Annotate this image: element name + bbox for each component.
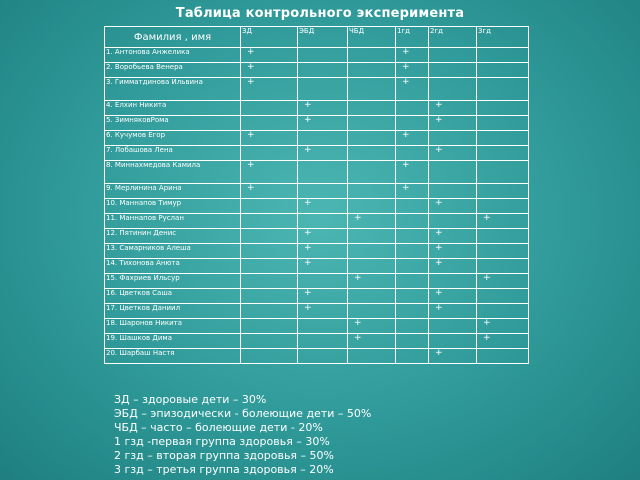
mark-cell: + [298, 259, 348, 274]
mark-cell [241, 229, 298, 244]
mark-cell [477, 161, 529, 184]
table-row [105, 184, 529, 199]
student-name-cell: 10. Маннапов Тимур [105, 199, 241, 214]
mark-cell: + [477, 319, 529, 334]
table-row [105, 78, 529, 101]
table-row [105, 48, 529, 63]
mark-cell: + [298, 304, 348, 319]
mark-cell: + [241, 131, 298, 146]
col-header-1gd: 1гд [396, 27, 429, 48]
mark-cell [396, 199, 429, 214]
mark-cell [298, 63, 348, 78]
mark-cell [477, 349, 529, 364]
mark-cell [241, 319, 298, 334]
mark-cell [477, 199, 529, 214]
mark-cell [348, 78, 396, 101]
mark-cell: + [429, 146, 477, 161]
student-name-cell: 7. Лобашова Лена [105, 146, 241, 161]
mark-cell [241, 259, 298, 274]
mark-cell: + [429, 199, 477, 214]
mark-cell: + [241, 63, 298, 78]
mark-cell: + [396, 131, 429, 146]
table-row [105, 101, 529, 116]
mark-cell [477, 289, 529, 304]
mark-cell [348, 116, 396, 131]
mark-cell [241, 214, 298, 229]
mark-cell: + [396, 184, 429, 199]
student-name-cell: 9. Мерлинина Арина [105, 184, 241, 199]
legend-line: ЗД – здоровые дети – 30% [114, 393, 267, 406]
student-name-cell: 4. Елхин Никита [105, 101, 241, 116]
mark-cell [348, 184, 396, 199]
mark-cell [348, 259, 396, 274]
mark-cell [396, 146, 429, 161]
student-name-cell: 1. Антонова Анжелика [105, 48, 241, 63]
mark-cell: + [429, 259, 477, 274]
mark-cell: + [241, 161, 298, 184]
mark-cell [348, 101, 396, 116]
mark-cell [241, 116, 298, 131]
mark-cell: + [477, 214, 529, 229]
mark-cell [348, 199, 396, 214]
mark-cell [429, 63, 477, 78]
mark-cell: + [348, 334, 396, 349]
student-name-cell: 16. Цветков Саша [105, 289, 241, 304]
mark-cell [429, 319, 477, 334]
mark-cell [477, 229, 529, 244]
mark-cell [429, 161, 477, 184]
mark-cell [348, 146, 396, 161]
col-header-zd: ЗД [241, 27, 298, 48]
mark-cell [348, 229, 396, 244]
student-name-cell: 8. Миннахмедова Камила [105, 161, 241, 184]
table-row [105, 259, 529, 274]
mark-cell [477, 63, 529, 78]
mark-cell [396, 319, 429, 334]
mark-cell [298, 184, 348, 199]
mark-cell [298, 274, 348, 289]
mark-cell: + [241, 48, 298, 63]
col-header-2gd: 2гд [429, 27, 477, 48]
mark-cell [477, 259, 529, 274]
table-row [105, 334, 529, 349]
mark-cell [241, 146, 298, 161]
mark-cell [298, 161, 348, 184]
mark-cell: + [429, 244, 477, 259]
mark-cell [477, 146, 529, 161]
mark-cell [396, 259, 429, 274]
mark-cell [429, 184, 477, 199]
col-header-chbd: ЧБД [348, 27, 396, 48]
table-row [105, 274, 529, 289]
table-row [105, 214, 529, 229]
mark-cell [298, 78, 348, 101]
mark-cell: + [348, 319, 396, 334]
student-name-cell: 6. Кучумов Егор [105, 131, 241, 146]
table-row [105, 131, 529, 146]
student-name-cell: 20. Шарбаш Настя [105, 349, 241, 364]
mark-cell [348, 304, 396, 319]
mark-cell: + [241, 78, 298, 101]
legend-line: 3 гзд – третья группа здоровья – 20% [114, 463, 334, 476]
mark-cell [477, 116, 529, 131]
mark-cell: + [396, 161, 429, 184]
mark-cell: + [477, 274, 529, 289]
mark-cell: + [348, 274, 396, 289]
mark-cell: + [348, 214, 396, 229]
mark-cell [429, 334, 477, 349]
mark-cell [348, 131, 396, 146]
student-name-cell: 14. Тихонова Анюта [105, 259, 241, 274]
mark-cell [477, 48, 529, 63]
mark-cell: + [298, 146, 348, 161]
table-row [105, 63, 529, 78]
mark-cell [477, 304, 529, 319]
student-name-cell: 5. ЗимняковРома [105, 116, 241, 131]
mark-cell [348, 244, 396, 259]
page-title: Таблица контрольного эксперимента [175, 6, 465, 21]
mark-cell: + [477, 334, 529, 349]
mark-cell [298, 334, 348, 349]
table-body [105, 48, 529, 364]
mark-cell: + [429, 289, 477, 304]
experiment-table [104, 26, 529, 364]
mark-cell [348, 161, 396, 184]
mark-cell: + [396, 78, 429, 101]
mark-cell: + [429, 304, 477, 319]
mark-cell: + [298, 101, 348, 116]
col-header-ebd: ЭБД [298, 27, 348, 48]
table-row [105, 319, 529, 334]
mark-cell [241, 274, 298, 289]
mark-cell [396, 289, 429, 304]
student-name-cell: 13. Самарников Алеша [105, 244, 241, 259]
table-row [105, 289, 529, 304]
legend [114, 393, 371, 477]
mark-cell [429, 131, 477, 146]
mark-cell: + [241, 184, 298, 199]
mark-cell [348, 349, 396, 364]
mark-cell [477, 78, 529, 101]
mark-cell [241, 289, 298, 304]
mark-cell: + [298, 229, 348, 244]
mark-cell: + [298, 116, 348, 131]
mark-cell [298, 319, 348, 334]
table-row [105, 304, 529, 319]
mark-cell [396, 349, 429, 364]
mark-cell [298, 214, 348, 229]
mark-cell [477, 244, 529, 259]
mark-cell [429, 274, 477, 289]
mark-cell: + [429, 349, 477, 364]
col-header-3gd: 3гд [477, 27, 529, 48]
table-row [105, 161, 529, 184]
mark-cell [396, 214, 429, 229]
student-name-cell: 2. Воробьева Венера [105, 63, 241, 78]
student-name-cell: 15. Фахриев Ильсур [105, 274, 241, 289]
mark-cell [348, 289, 396, 304]
mark-cell [429, 214, 477, 229]
table-row [105, 244, 529, 259]
mark-cell [396, 274, 429, 289]
mark-cell: + [298, 289, 348, 304]
table-row [105, 229, 529, 244]
table-row [105, 116, 529, 131]
mark-cell [241, 334, 298, 349]
student-name-cell: 17. Цветков Даниил [105, 304, 241, 319]
student-name-cell: 18. Шаронов Никита [105, 319, 241, 334]
mark-cell [348, 48, 396, 63]
mark-cell [298, 48, 348, 63]
mark-cell [396, 116, 429, 131]
legend-line: ЧБД – часто – болеющие дети - 20% [114, 421, 323, 434]
table-row [105, 349, 529, 364]
mark-cell: + [396, 63, 429, 78]
legend-line: 2 гзд – вторая группа здоровья – 50% [114, 449, 334, 462]
table-header-row [105, 27, 529, 48]
mark-cell [298, 349, 348, 364]
col-header-name: Фамилия , имя [105, 27, 241, 48]
mark-cell [241, 304, 298, 319]
mark-cell [396, 304, 429, 319]
mark-cell [396, 244, 429, 259]
mark-cell [477, 184, 529, 199]
mark-cell [241, 349, 298, 364]
mark-cell: + [298, 244, 348, 259]
mark-cell [241, 244, 298, 259]
table-row [105, 146, 529, 161]
mark-cell: + [298, 199, 348, 214]
mark-cell [348, 63, 396, 78]
mark-cell: + [429, 229, 477, 244]
legend-line: 1 гзд -первая группа здоровья – 30% [114, 435, 330, 448]
mark-cell [241, 101, 298, 116]
mark-cell [396, 101, 429, 116]
mark-cell [477, 101, 529, 116]
mark-cell [429, 78, 477, 101]
mark-cell: + [429, 101, 477, 116]
legend-line: ЭБД – эпизодически - болеющие дети – 50% [114, 407, 372, 420]
mark-cell: + [429, 116, 477, 131]
mark-cell [241, 199, 298, 214]
student-name-cell: 11. Маннапов Руслан [105, 214, 241, 229]
mark-cell [396, 229, 429, 244]
student-name-cell: 3. Гимматдинова Ильвина [105, 78, 241, 101]
mark-cell [477, 131, 529, 146]
table-row [105, 199, 529, 214]
mark-cell: + [396, 48, 429, 63]
student-name-cell: 19. Шашков Дима [105, 334, 241, 349]
mark-cell [298, 131, 348, 146]
mark-cell [429, 48, 477, 63]
mark-cell [396, 334, 429, 349]
student-name-cell: 12. Пятинин Денис [105, 229, 241, 244]
